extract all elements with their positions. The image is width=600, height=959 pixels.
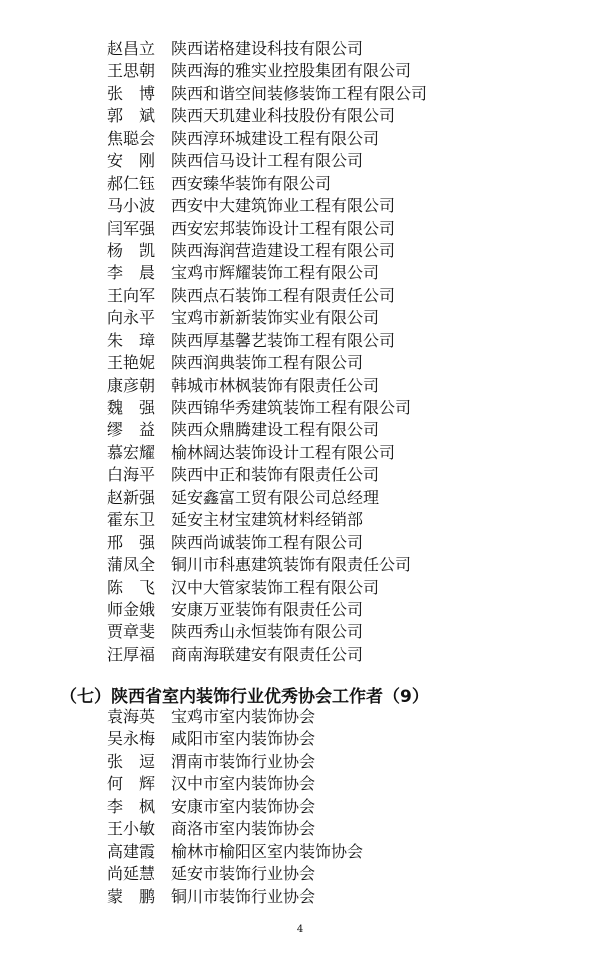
section-heading: （七）陕西省室内装饰行业优秀协会工作者（9） [60, 687, 429, 707]
list-item [107, 285, 427, 307]
person-name: 蒲凤全 [107, 555, 156, 575]
person-name: 陈 飞 [107, 577, 156, 597]
list-item [107, 375, 427, 397]
organization: 安康市室内装饰协会 [171, 796, 316, 816]
list-item [107, 397, 427, 419]
organization: 陕西点石装饰工程有限责任公司 [171, 285, 396, 305]
person-name: 缪 益 [107, 420, 156, 440]
list-item [107, 599, 427, 621]
list-item [107, 330, 427, 352]
list-item [107, 841, 363, 863]
list-item [107, 509, 427, 531]
organization: 延安鑫富工贸有限公司总经理 [171, 487, 380, 507]
organization: 陕西尚诚装饰工程有限公司 [171, 532, 364, 552]
person-name: 王艳妮 [107, 353, 156, 373]
list-item [107, 105, 427, 127]
list-item [107, 751, 363, 773]
person-name: 慕宏耀 [107, 442, 156, 462]
organization: 陕西厚基馨艺装饰工程有限公司 [171, 330, 396, 350]
list-item [107, 554, 427, 576]
organization: 榆林市榆阳区室内装饰协会 [171, 841, 364, 861]
organization: 陕西淳环城建设工程有限公司 [171, 128, 380, 148]
list-item [107, 796, 363, 818]
list-item [107, 487, 427, 509]
organization: 延安市装饰行业协会 [171, 864, 316, 884]
person-name: 杨 凯 [107, 240, 156, 260]
organization: 西安臻华装饰有限公司 [171, 173, 332, 193]
list-item [107, 352, 427, 374]
list-item [107, 262, 427, 284]
organization: 陕西天玑建业科技股份有限公司 [171, 106, 396, 126]
person-name: 汪厚福 [107, 644, 156, 664]
person-name: 康彦朝 [107, 375, 156, 395]
person-name: 邢 强 [107, 532, 156, 552]
person-name: 师金娥 [107, 599, 156, 619]
organization: 铜川市装饰行业协会 [171, 886, 316, 906]
person-name: 何 辉 [107, 774, 156, 794]
organization: 宝鸡市新新装饰实业有限公司 [171, 308, 380, 328]
list-item [107, 818, 363, 840]
person-name: 李 晨 [107, 263, 156, 283]
organization: 汉中市室内装饰协会 [171, 774, 316, 794]
organization: 延安主材宝建筑材料经销部 [171, 510, 364, 530]
person-name: 白海平 [107, 465, 156, 485]
person-name: 安 刚 [107, 151, 156, 171]
list-item [107, 442, 427, 464]
award-list-continued [107, 38, 427, 666]
list-item [107, 706, 363, 728]
person-name: 向永平 [107, 308, 156, 328]
person-name: 王小敏 [107, 819, 156, 839]
organization: 西安中大建筑饰业工程有限公司 [171, 196, 396, 216]
organization: 陕西信马设计工程有限公司 [171, 151, 364, 171]
person-name: 闫军强 [107, 218, 156, 238]
person-name: 袁海英 [107, 707, 156, 726]
list-item [107, 195, 427, 217]
person-name: 魏 强 [107, 398, 156, 417]
list-item [107, 621, 427, 643]
organization: 陕西锦华秀建筑装饰工程有限公司 [171, 398, 412, 417]
list-item [107, 863, 363, 885]
person-name: 郝仁钰 [107, 173, 156, 193]
organization: 渭南市装饰行业协会 [171, 751, 316, 771]
person-name: 张 逗 [107, 751, 156, 771]
organization: 陕西海润营造建设工程有限公司 [171, 240, 396, 260]
person-name: 李 枫 [107, 796, 156, 816]
list-item [107, 218, 427, 240]
person-name: 霍东卫 [107, 510, 156, 530]
organization: 陕西众鼎腾建设工程有限公司 [171, 420, 380, 440]
person-name: 高建霞 [107, 841, 156, 861]
list-item [107, 728, 363, 750]
person-name: 王向军 [107, 285, 156, 305]
organization: 宝鸡市辉耀装饰工程有限公司 [171, 263, 380, 283]
list-item [107, 773, 363, 795]
person-name: 王思朝 [107, 61, 156, 81]
page-number: 4 [296, 924, 304, 935]
organization: 韩城市林枫装饰有限责任公司 [171, 375, 380, 395]
organization: 陕西秀山永恒装饰有限公司 [171, 622, 364, 642]
list-item [107, 240, 427, 262]
list-item [107, 644, 427, 666]
list-item [107, 173, 427, 195]
list-item [107, 419, 427, 441]
person-name: 赵新强 [107, 487, 156, 507]
list-item [107, 38, 427, 60]
organization: 咸阳市室内装饰协会 [171, 729, 316, 749]
list-item [107, 577, 427, 599]
organization: 陕西中正和装饰有限责任公司 [171, 465, 380, 485]
organization: 陕西润典装饰工程有限公司 [171, 353, 364, 373]
list-item [107, 532, 427, 554]
person-name: 蒙 鹏 [107, 886, 156, 906]
person-name: 尚延慧 [107, 864, 156, 884]
organization: 陕西和谐空间装修装饰工程有限公司 [171, 83, 428, 103]
person-name: 焦聪会 [107, 128, 156, 148]
association-workers-list [107, 706, 363, 908]
list-item [107, 464, 427, 486]
list-item [107, 150, 427, 172]
organization: 西安宏邦装饰设计工程有限公司 [171, 218, 396, 238]
organization: 商洛市室内装饰协会 [171, 819, 316, 839]
organization: 榆林阔达装饰设计工程有限公司 [171, 442, 396, 462]
person-name: 马小波 [107, 196, 156, 216]
person-name: 朱 璋 [107, 330, 156, 350]
person-name: 吴永梅 [107, 729, 156, 749]
list-item [107, 886, 363, 908]
list-item [107, 83, 427, 105]
person-name: 郭 斌 [107, 106, 156, 126]
organization: 安康万亚装饰有限责任公司 [171, 599, 364, 619]
organization: 汉中大管家装饰工程有限公司 [171, 577, 380, 597]
organization: 宝鸡市室内装饰协会 [171, 707, 316, 726]
list-item [107, 128, 427, 150]
person-name: 赵昌立 [107, 39, 156, 58]
organization: 铜川市科惠建筑装饰有限责任公司 [171, 555, 412, 575]
organization: 陕西诺格建设科技有限公司 [171, 39, 364, 58]
person-name: 张 博 [107, 83, 156, 103]
person-name: 贾章斐 [107, 622, 156, 642]
list-item [107, 60, 427, 82]
organization: 陕西海的雅实业控股集团有限公司 [171, 61, 412, 81]
organization: 商南海联建安有限责任公司 [171, 644, 364, 664]
list-item [107, 307, 427, 329]
